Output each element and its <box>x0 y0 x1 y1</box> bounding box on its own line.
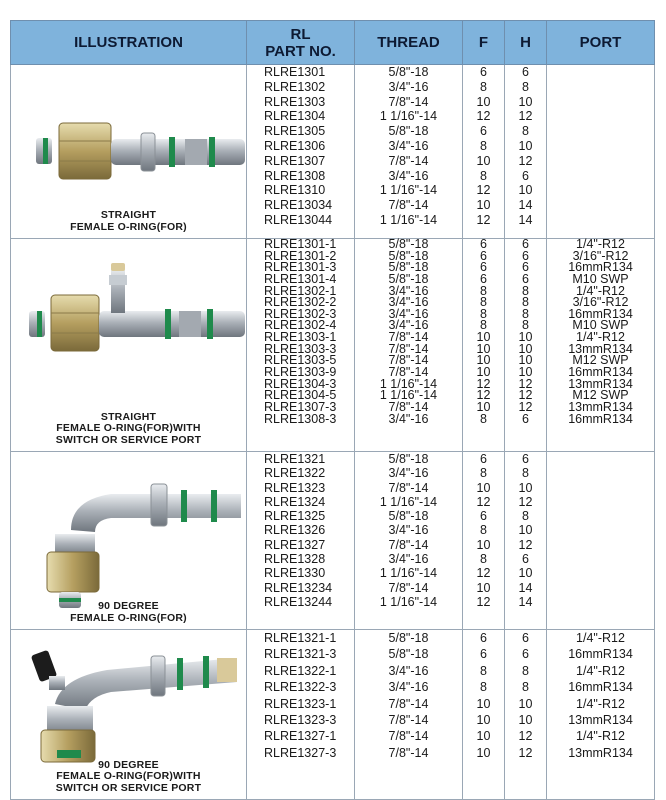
part-number-item: RLRE1301-3 <box>264 260 337 275</box>
thread-item: 7/8"-14 <box>388 696 429 711</box>
port-item: 1/4"-R12 <box>576 283 625 298</box>
f-item: 6 <box>480 237 487 251</box>
h-item: 12 <box>518 399 533 414</box>
f-item: 8 <box>480 306 487 321</box>
part-number-item: RLRE1326 <box>264 523 326 538</box>
thread-item: 5/8"-18 <box>388 124 429 139</box>
port-item: 13mmR134 <box>568 399 633 414</box>
header-part-no <box>247 21 355 65</box>
h-item: 12 <box>518 109 533 124</box>
header-illustration: ILLUSTRATION <box>11 21 247 65</box>
thread-item: 1 1/16"-14 <box>379 388 438 403</box>
thread-item: 7/8"-14 <box>388 537 429 552</box>
f-item: 6 <box>480 248 487 263</box>
section-straight-service-port <box>11 239 655 452</box>
thread-item: 5/8"-18 <box>388 260 429 275</box>
f-item: 8 <box>480 552 487 567</box>
f-list <box>463 630 504 761</box>
header-part-line1: RL <box>290 25 311 43</box>
part-number-item: RLRE1330 <box>264 566 326 581</box>
h-item: 6 <box>522 411 529 426</box>
part-number-item: RLRE1304-5 <box>264 388 337 403</box>
port-item: 1/4"-R12 <box>576 237 625 251</box>
part-number-item: RLRE1302-1 <box>264 283 337 298</box>
f-item: 10 <box>476 399 491 414</box>
f-item: 10 <box>476 330 491 345</box>
thread-item: 1 1/16"-14 <box>379 183 438 198</box>
part-number-item: RLRE1307 <box>264 153 326 168</box>
h-item: 6 <box>522 168 529 183</box>
f-item: 10 <box>476 94 491 109</box>
h-cell <box>505 630 547 800</box>
h-cell <box>505 452 547 630</box>
thread-item: 5/8"-18 <box>388 647 429 662</box>
part-number-item: RLRE1303 <box>264 94 326 109</box>
part-number-item: RLRE1322-3 <box>264 680 337 695</box>
part-number-item: RLRE1302-2 <box>264 295 337 310</box>
port-item: 16mmR134 <box>568 365 633 380</box>
thread-item: 7/8"-14 <box>388 153 429 168</box>
f-item: 8 <box>480 138 487 153</box>
f-list <box>463 65 504 228</box>
f-item: 10 <box>476 365 491 380</box>
part-number-item: RLRE1327-3 <box>264 745 337 760</box>
f-item: 10 <box>476 712 491 727</box>
part-number-item: RLRE1305 <box>264 124 326 139</box>
part-number-item: RLRE1324 <box>264 494 326 509</box>
thread-item: 3/4"-16 <box>388 552 429 567</box>
f-item: 10 <box>476 480 491 495</box>
f-item: 8 <box>480 283 487 298</box>
h-item: 8 <box>522 124 529 139</box>
thread-item: 3/4"-16 <box>388 306 429 321</box>
thread-item: 7/8"-14 <box>388 580 429 595</box>
part-number-item: RLRE1327-1 <box>264 729 337 744</box>
thread-item: 3/4"-16 <box>388 283 429 298</box>
h-item: 8 <box>522 663 529 678</box>
part-number-item: RLRE1325 <box>264 509 326 524</box>
thread-item: 7/8"-14 <box>388 94 429 109</box>
f-item: 10 <box>476 580 491 595</box>
port-list <box>547 630 654 761</box>
f-cell <box>463 239 505 452</box>
header-thread: THREAD <box>355 21 463 65</box>
thread-cell <box>355 452 463 630</box>
f-item: 12 <box>476 212 491 227</box>
port-item: 1/4"-R12 <box>576 696 625 711</box>
thread-item: 3/4"-16 <box>388 318 429 333</box>
part-number-item: RLRE1310 <box>264 183 326 198</box>
f-item: 6 <box>480 509 487 524</box>
part-number-item: RLRE13044 <box>264 212 333 227</box>
part-number-item: RLRE1328 <box>264 552 326 567</box>
port-item: 13mmR134 <box>568 745 633 760</box>
h-item: 12 <box>518 745 533 760</box>
thread-item: 7/8"-14 <box>388 399 429 414</box>
h-item: 14 <box>518 580 533 595</box>
part-number-item: RLRE1304-3 <box>264 376 337 391</box>
catalog-table <box>10 20 655 800</box>
f-item: 6 <box>480 271 487 286</box>
section-caption <box>11 210 246 233</box>
part-number-item: RLRE1301-2 <box>264 248 337 263</box>
f-item: 12 <box>476 109 491 124</box>
part-number-cell <box>247 65 355 239</box>
header-part-line2: PART NO. <box>265 42 336 60</box>
h-item: 10 <box>518 480 533 495</box>
f-item: 10 <box>476 696 491 711</box>
h-item: 10 <box>518 183 533 198</box>
f-item: 10 <box>476 729 491 744</box>
part-number-item: RLRE1322 <box>264 466 326 481</box>
part-number-list <box>247 630 354 761</box>
part-number-item: RLRE1301 <box>264 65 326 79</box>
section-caption <box>11 760 246 795</box>
h-item: 6 <box>522 452 529 466</box>
thread-item: 7/8"-14 <box>388 353 429 368</box>
f-item: 10 <box>476 198 491 213</box>
port-item: 16mmR134 <box>568 260 633 275</box>
h-item: 14 <box>518 594 533 609</box>
port-list <box>547 239 654 425</box>
thread-item: 5/8"-18 <box>388 271 429 286</box>
caption-line: SWITCH OR SERVICE PORT <box>55 781 202 794</box>
illustration-cell <box>11 452 247 630</box>
h-item: 10 <box>518 712 533 727</box>
part-number-item: RLRE1308 <box>264 168 326 183</box>
port-item: 13mmR134 <box>568 341 633 356</box>
f-item: 8 <box>480 523 487 538</box>
port-item: M12 SWP <box>572 388 629 403</box>
h-item: 8 <box>522 283 529 298</box>
thread-item: 7/8"-14 <box>388 341 429 356</box>
h-item: 12 <box>518 388 533 403</box>
thread-item: 3/4"-16 <box>388 523 429 538</box>
h-item: 6 <box>522 271 529 286</box>
thread-item: 1 1/16"-14 <box>379 494 438 509</box>
part-number-item: RLRE1302-3 <box>264 306 337 321</box>
thread-item: 7/8"-14 <box>388 480 429 495</box>
f-cell <box>463 65 505 239</box>
illustration-cell <box>11 65 247 239</box>
f-item: 8 <box>480 466 487 481</box>
h-item: 6 <box>522 631 529 645</box>
h-item: 10 <box>518 365 533 380</box>
part-number-item: RLRE1302-4 <box>264 318 337 333</box>
port-cell <box>547 239 655 452</box>
h-item: 12 <box>518 494 533 509</box>
h-item: 6 <box>522 647 529 662</box>
part-number-item: RLRE1321 <box>264 452 326 466</box>
f-item: 8 <box>480 168 487 183</box>
part-number-item: RLRE1323-3 <box>264 712 337 727</box>
part-number-cell <box>247 630 355 800</box>
caption-line: FEMALE O-RING(FOR)WITH <box>56 770 201 782</box>
caption-line: FEMALE O-RING(FOR) <box>70 611 187 624</box>
f-item: 12 <box>476 183 491 198</box>
port-item: 13mmR134 <box>568 376 633 391</box>
port-item: 13mmR134 <box>568 712 633 727</box>
h-item: 8 <box>522 79 529 94</box>
thread-item: 5/8"-18 <box>388 237 429 251</box>
part-number-item: RLRE13034 <box>264 198 333 213</box>
thread-item: 3/4"-16 <box>388 168 429 183</box>
part-number-cell <box>247 452 355 630</box>
thread-cell <box>355 239 463 452</box>
port-cell <box>547 65 655 239</box>
h-item: 8 <box>522 295 529 310</box>
h-item: 10 <box>518 353 533 368</box>
f-item: 10 <box>476 153 491 168</box>
f-item: 8 <box>480 411 487 426</box>
port-item: M10 SWP <box>572 318 629 333</box>
part-number-cell <box>247 239 355 452</box>
f-item: 6 <box>480 631 487 645</box>
h-item: 8 <box>522 318 529 333</box>
part-number-item: RLRE1302 <box>264 79 326 94</box>
f-cell <box>463 452 505 630</box>
f-item: 10 <box>476 745 491 760</box>
part-number-item: RLRE1321-1 <box>264 631 337 645</box>
port-item: 16mmR134 <box>568 306 633 321</box>
thread-list <box>355 65 462 228</box>
illustration-cell <box>11 630 247 800</box>
caption-line: STRAIGHT <box>100 410 157 423</box>
thread-item: 3/4"-16 <box>388 663 429 678</box>
h-item: 12 <box>518 729 533 744</box>
illustration-cell <box>11 239 247 452</box>
thread-cell <box>355 65 463 239</box>
port-item: 1/4"-R12 <box>576 330 625 345</box>
thread-item: 5/8"-18 <box>388 631 429 645</box>
h-item: 10 <box>518 330 533 345</box>
h-item: 14 <box>518 212 533 227</box>
h-item: 10 <box>518 566 533 581</box>
h-item: 8 <box>522 680 529 695</box>
caption-line: FEMALE O-RING(FOR)WITH <box>56 422 201 434</box>
port-item: 1/4"-R12 <box>576 663 625 678</box>
f-item: 10 <box>476 537 491 552</box>
h-item: 12 <box>518 537 533 552</box>
thread-item: 1 1/16"-14 <box>379 594 438 609</box>
thread-item: 3/4"-16 <box>388 295 429 310</box>
thread-item: 1 1/16"-14 <box>379 566 438 581</box>
h-item: 10 <box>518 94 533 109</box>
h-item: 8 <box>522 466 529 481</box>
f-item: 12 <box>476 388 491 403</box>
thread-list <box>355 630 462 761</box>
part-number-item: RLRE1323 <box>264 480 326 495</box>
f-cell <box>463 630 505 800</box>
section-caption <box>11 412 246 447</box>
header-h: H <box>505 21 547 65</box>
h-item: 12 <box>518 153 533 168</box>
thread-item: 7/8"-14 <box>388 745 429 760</box>
f-item: 10 <box>476 353 491 368</box>
thread-item: 1 1/16"-14 <box>379 109 438 124</box>
h-list <box>505 630 546 761</box>
h-list <box>505 239 546 425</box>
port-item: M12 SWP <box>572 353 629 368</box>
part-number-list <box>247 452 354 609</box>
part-number-item: RLRE1307-3 <box>264 399 337 414</box>
part-number-item: RLRE13234 <box>264 580 333 595</box>
port-item: M10 SWP <box>572 271 629 286</box>
h-item: 14 <box>518 198 533 213</box>
h-item: 6 <box>522 552 529 567</box>
f-list <box>463 452 504 609</box>
part-number-item: RLRE1327 <box>264 537 326 552</box>
thread-item: 1 1/16"-14 <box>379 212 438 227</box>
caption-line: STRAIGHT <box>100 209 157 221</box>
thread-cell <box>355 630 463 800</box>
f-item: 12 <box>476 566 491 581</box>
h-list <box>505 65 546 228</box>
header-port: PORT <box>547 21 655 65</box>
f-item: 6 <box>480 124 487 139</box>
port-item: 1/4"-R12 <box>576 631 625 645</box>
f-item: 12 <box>476 594 491 609</box>
f-item: 6 <box>480 260 487 275</box>
caption-line: FEMALE O-RING(FOR) <box>70 220 187 233</box>
section-caption <box>11 601 246 624</box>
port-item: 16mmR134 <box>568 647 633 662</box>
part-number-item: RLRE1303-1 <box>264 330 337 345</box>
port-item: 1/4"-R12 <box>576 729 625 744</box>
port-cell <box>547 630 655 800</box>
f-item: 6 <box>480 452 487 466</box>
thread-item: 5/8"-18 <box>388 65 429 79</box>
part-number-item: RLRE1322-1 <box>264 663 337 678</box>
thread-item: 7/8"-14 <box>388 365 429 380</box>
thread-item: 3/4"-16 <box>388 466 429 481</box>
section-90-degree-service-port <box>11 630 655 800</box>
thread-list <box>355 452 462 609</box>
port-item: 16mmR134 <box>568 680 633 695</box>
f-item: 6 <box>480 647 487 662</box>
f-item: 6 <box>480 65 487 79</box>
part-number-item: RLRE1304 <box>264 109 326 124</box>
part-number-item: RLRE1303-9 <box>264 365 337 380</box>
caption-line: 90 DEGREE <box>98 600 159 612</box>
h-item: 10 <box>518 341 533 356</box>
thread-item: 5/8"-18 <box>388 248 429 263</box>
section-90-degree <box>11 452 655 630</box>
part-number-item: RLRE1301-4 <box>264 271 337 286</box>
h-item: 12 <box>518 376 533 391</box>
f-item: 8 <box>480 663 487 678</box>
part-number-item: RLRE1301-1 <box>264 237 337 251</box>
thread-item: 7/8"-14 <box>388 729 429 744</box>
h-item: 6 <box>522 260 529 275</box>
part-number-list <box>247 239 354 425</box>
section-straight <box>11 65 655 239</box>
thread-item: 3/4"-16 <box>388 411 429 426</box>
f-item: 8 <box>480 295 487 310</box>
h-item: 10 <box>518 523 533 538</box>
h-item: 8 <box>522 306 529 321</box>
h-cell <box>505 239 547 452</box>
part-number-item: RLRE1323-1 <box>264 696 337 711</box>
caption-line: SWITCH OR SERVICE PORT <box>55 433 202 446</box>
port-cell <box>547 452 655 630</box>
thread-item: 5/8"-18 <box>388 509 429 524</box>
f-item: 8 <box>480 79 487 94</box>
f-item: 12 <box>476 376 491 391</box>
h-item: 6 <box>522 248 529 263</box>
thread-item: 5/8"-18 <box>388 452 429 466</box>
h-item: 10 <box>518 138 533 153</box>
thread-item: 3/4"-16 <box>388 79 429 94</box>
thread-item: 1 1/16"-14 <box>379 376 438 391</box>
h-cell <box>505 65 547 239</box>
thread-item: 7/8"-14 <box>388 712 429 727</box>
part-number-item: RLRE1306 <box>264 138 326 153</box>
h-item: 6 <box>522 237 529 251</box>
header-row <box>11 21 655 65</box>
f-list <box>463 239 504 425</box>
h-item: 8 <box>522 509 529 524</box>
part-number-item: RLRE1321-3 <box>264 647 337 662</box>
part-number-item: RLRE13244 <box>264 594 333 609</box>
part-number-item: RLRE1308-3 <box>264 411 337 426</box>
port-item: 3/16"-R12 <box>572 295 629 310</box>
port-item: 3/16"-R12 <box>572 248 629 263</box>
f-item: 8 <box>480 318 487 333</box>
caption-line: 90 DEGREE <box>98 758 159 771</box>
thread-list <box>355 239 462 425</box>
f-item: 12 <box>476 494 491 509</box>
thread-item: 7/8"-14 <box>388 330 429 345</box>
thread-item: 3/4"-16 <box>388 138 429 153</box>
part-number-list <box>247 65 354 228</box>
h-item: 6 <box>522 65 529 79</box>
port-item: 16mmR134 <box>568 411 633 426</box>
thread-item: 7/8"-14 <box>388 198 429 213</box>
f-item: 10 <box>476 341 491 356</box>
header-f: F <box>463 21 505 65</box>
part-number-item: RLRE1303-3 <box>264 341 337 356</box>
f-item: 8 <box>480 680 487 695</box>
part-number-item: RLRE1303-5 <box>264 353 337 368</box>
h-item: 10 <box>518 696 533 711</box>
h-list <box>505 452 546 609</box>
thread-item: 3/4"-16 <box>388 680 429 695</box>
